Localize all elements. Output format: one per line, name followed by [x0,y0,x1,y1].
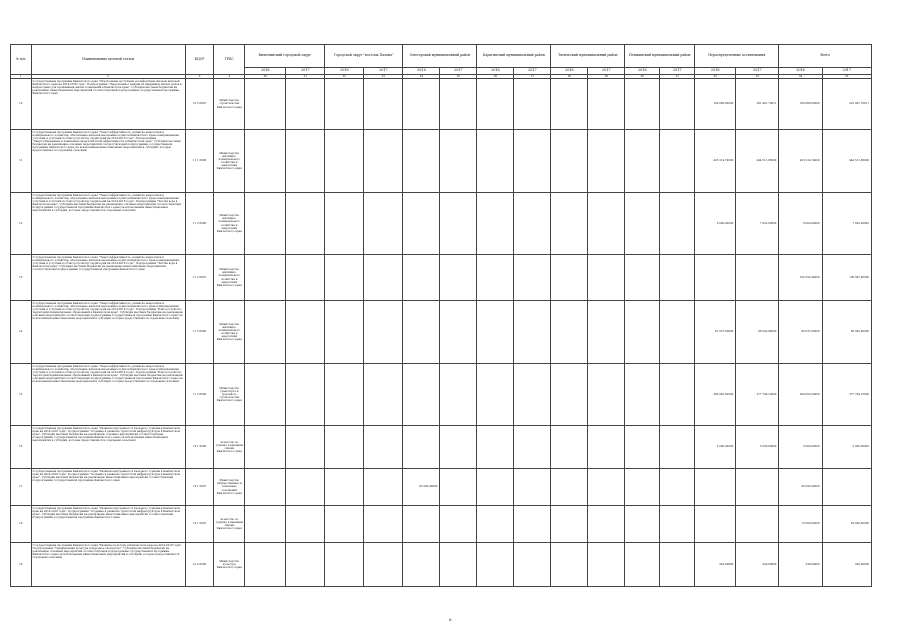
district-value [364,130,403,193]
year-2016: 2016 [477,68,514,75]
table-row [11,130,872,193]
district-value [514,543,551,587]
district-value [325,79,364,130]
district-value [477,543,514,587]
row-grbs: Агентство по туризму и внешним связям Камчатского края [214,426,245,469]
row-kcsr: 10 5 6007 [185,79,214,130]
district-value [660,79,695,130]
district-value [477,193,514,255]
column-number: 27 [514,75,551,79]
total-2016: 6 000,00000 [779,193,822,255]
district-value [364,364,403,426]
column-number: 35 [822,75,871,79]
district-value [625,79,660,130]
district-value [440,469,477,506]
row-kcsr: 21 4 6006 [185,543,214,587]
total-2017 [822,469,871,506]
unallocated-2016: 423 214,74000 [695,130,736,193]
district-value [325,255,364,301]
district-value [588,426,625,469]
district-value [477,79,514,130]
unallocated-2017: 7 022,00000 [736,193,779,255]
district-value [514,301,551,364]
row-number: 18 [11,506,32,543]
header-district: Олюторский муниципальный район [403,45,477,68]
unallocated-2016: 6 000,00000 [695,193,736,255]
district-value [403,426,440,469]
table-body [11,79,872,587]
district-value [403,193,440,255]
district-value [403,301,440,364]
total-2017: 240,00000 [822,543,871,587]
header-district: Вилючинский городской округ [245,45,325,68]
header-no: № п/п [11,45,32,75]
district-value [514,364,551,426]
district-value [660,364,695,426]
district-value [286,426,325,469]
district-value [245,426,286,469]
header-grbs: ГРБС [214,45,245,75]
row-number: 17 [11,469,32,506]
district-value [625,364,660,426]
row-name: Государственная программа Камчатского края "Развитие внутреннего и въездного туризма в Камчатском крае на 2014-2018 годы". Подпрограмма "Создание и развитие туристской инфраструктуры в Камчатском крае". Субсидии местным бюджетам на реализацию основных мероприятий соответствующей подпрограммы государственной программы Камчатского края (за исключением инвестиционных мероприятий и субсидий, которые предоставляются отдельным сельским) [31,426,185,469]
row-grbs: Агентство по туризму и внешним связям Камчатского края [214,506,245,543]
unallocated-2016: 264 062,00000 [695,364,736,426]
unallocated-2017: 5 000,00000 [736,426,779,469]
district-value [286,130,325,193]
district-value [551,469,588,506]
column-number: 23 [364,75,403,79]
unallocated-2016: 5 000,00000 [695,426,736,469]
unallocated-2016 [695,255,736,301]
district-value [477,469,514,506]
district-value [551,426,588,469]
total-2016: 13 000,00000 [779,506,822,543]
unallocated-2017: 277 794,10000 [736,364,779,426]
district-value [403,543,440,587]
district-value [514,79,551,130]
district-value [551,130,588,193]
total-2017: 291 461,70611 [822,79,871,130]
district-value [625,543,660,587]
district-value [477,255,514,301]
year-2017: 2017 [440,68,477,75]
district-value [245,130,286,193]
row-name: Государственная программа Камчатского края "Развитие культуры в Камчатском крае на 2014-2018 годы". Подпрограмма "Традиционная культура и народное творчество". Субсидии местным бюджетам на реализацию основных мероприятий соответствующей подпрограммы государственной программы Камчатского края (за исключением инвестиционных мероприятий и субсидий, которые предоставляются отдельным сельским) [31,543,185,587]
district-value [660,255,695,301]
district-value [625,301,660,364]
district-value [286,364,325,426]
district-value [588,193,625,255]
total-2016: 190 080,00000 [779,79,822,130]
row-name: Государственная программа Камчатского края "Обеспечение доступным и комфортным жильем жителей Камчатского края на 2014-2018 годы". Подпрограмма "Переселение граждан из аварийных жилых домов и непригодных для проживания жилых помещений в Камчатском крае". Субсидии местным бюджетам на реализацию инвестиционных мероприятий соответствующей подпрограммы государственной программы Камчатского края [31,79,185,130]
year-2017: 2017 [588,68,625,75]
table-row [11,193,872,255]
row-number: 13 [11,255,32,301]
district-value [660,130,695,193]
total-2017: 444 511,86000 [822,130,871,193]
district-value [514,255,551,301]
column-number: 2 [31,75,185,79]
table-row [11,469,872,506]
district-value [440,193,477,255]
district-value [286,506,325,543]
column-number: 32 [695,75,736,79]
row-number: 11 [11,130,32,193]
year-2016: 2016 [403,68,440,75]
district-value [286,543,325,587]
district-value [588,506,625,543]
district-value [514,426,551,469]
district-value [245,543,286,587]
district-value [440,79,477,130]
row-kcsr: 11 1 6006 [185,130,214,193]
total-2017: 5 000,00000 [822,426,871,469]
district-value [625,506,660,543]
district-value [440,426,477,469]
year-2016: 2016 [325,68,364,75]
district-value [325,469,364,506]
total-2017: 100 097,00000 [822,255,871,301]
district-value [660,193,695,255]
district-value [551,255,588,301]
row-number: 14 [11,301,32,364]
district-value [286,79,325,130]
unallocated-2017: 291 461,70611 [736,79,779,130]
district-value [477,130,514,193]
unallocated-2016 [695,506,736,543]
district-value [551,543,588,587]
district-value [477,506,514,543]
district-value [440,364,477,426]
district-value [364,193,403,255]
unallocated-2016: 240,00000 [695,543,736,587]
district-value [551,506,588,543]
district-value [625,469,660,506]
row-grbs: Министерство жилищно-коммунального хозяйства и энергетики Камчатского края [214,193,245,255]
header-kcsr: КЦСР [185,45,214,75]
column-number: 34 [779,75,822,79]
district-value [588,79,625,130]
row-grbs: Министерство транспорта и дорожного строительства Камчатского края [214,364,245,426]
column-number: 4 [214,75,245,79]
column-number: 24 [403,75,440,79]
district-value [325,193,364,255]
column-number: 30 [625,75,660,79]
district-value [245,364,286,426]
column-number: 25 [440,75,477,79]
district-value [660,301,695,364]
district-value [660,506,695,543]
budget-table [10,44,872,587]
header-total: Всего [779,45,872,68]
row-kcsr: 19 1 6007 [185,469,214,506]
district-value [245,506,286,543]
header-district: Городской округ "поселок Палана" [325,45,403,68]
district-value [403,130,440,193]
district-value [286,193,325,255]
row-grbs: Министерство жилищно-коммунального хозяйства и энергетики Камчатского края [214,255,245,301]
district-value [588,130,625,193]
row-grbs: Министерство культуры Камчатского края [214,543,245,587]
unallocated-2017 [736,469,779,506]
unallocated-2016: 190 080,00000 [695,79,736,130]
district-value [325,426,364,469]
table-row [11,543,872,587]
district-value [514,506,551,543]
district-value [286,301,325,364]
unallocated-2017: 240,00000 [736,543,779,587]
district-value [245,193,286,255]
district-value [403,79,440,130]
table-row [11,301,872,364]
total-2016: 69 592,90000 [779,469,822,506]
total-2016: 264 062,00000 [779,364,822,426]
page-number: 6 [449,617,452,622]
header-row [11,45,872,68]
district-value [625,255,660,301]
district-value [625,426,660,469]
row-grbs: Министерство жилищно-коммунального хозяйства и энергетики Камчатского края [214,301,245,364]
district-value [477,301,514,364]
district-value [660,426,695,469]
district-value [403,255,440,301]
district-value [588,469,625,506]
row-name: Государственная программа Камчатского края "Энергоэффективность, развитие энергетики и коммунального хозяйства, обеспечение жителей населенных пунктов Камчатского края коммунальными услугами и услугами по благоустройству территорий на 2014-2018 годы". Подпрограмма "Чистая вода в Камчатском крае". Субсидии местным бюджетам на реализацию инвестиционных мероприятий соответствующей подпрограммы государственной программы Камчатского края [31,255,185,301]
district-value [364,79,403,130]
district-value [245,301,286,364]
district-value [588,543,625,587]
column-number: 33 [736,75,779,79]
header-name: Наименование целевой статьи [31,45,185,75]
district-value [588,364,625,426]
row-grbs: Министерство имущественных и земельных отношений Камчатского края [214,469,245,506]
district-value [245,469,286,506]
year-2017: 2017 [822,68,871,75]
row-kcsr: 11 2 6007 [185,255,214,301]
unallocated-2016 [695,469,736,506]
district-value [625,130,660,193]
district-value [364,255,403,301]
district-value [660,543,695,587]
year-2016: 2016 [625,68,660,75]
total-2017: 29 000,00000 [822,506,871,543]
district-value [440,543,477,587]
year-2017: 2017 [736,68,779,75]
unallocated-2017: 444 511,86000 [736,130,779,193]
row-number: 19 [11,543,32,587]
district-value [364,506,403,543]
table-row [11,364,872,426]
row-name: Государственная программа Камчатского края "Развитие внутреннего и въездного туризма в Камчатском крае на 2014-2018 годы". Подпрограмма "Создание и развитие туристской инфраструктуры в Камчатском крае". Субсидии местным бюджетам на реализацию инвестиционных мероприятий соответствующей подпрограммы государственной программы Камчатского края [31,506,185,543]
table-row [11,79,872,130]
unallocated-2016: 81 037,60000 [695,301,736,364]
district-value [588,255,625,301]
district-value [403,364,440,426]
district-value [514,193,551,255]
district-value [325,364,364,426]
row-kcsr: 11 5 6006 [185,301,214,364]
district-value [325,543,364,587]
district-value [286,469,325,506]
row-grbs: Министерство строительства Камчатского края [214,79,245,130]
year-2016: 2016 [695,68,736,75]
row-kcsr: 19 1 6007 [185,506,214,543]
district-value [514,130,551,193]
district-value [364,543,403,587]
district-value: 63 592,90000 [403,469,440,506]
column-number: 1 [11,75,32,79]
district-value [245,255,286,301]
district-value [325,301,364,364]
row-number: 10 [11,79,32,130]
district-value [286,255,325,301]
total-2016: 86 037,60000 [779,301,822,364]
row-number: 16 [11,426,32,469]
year-2016: 2016 [551,68,588,75]
district-value [440,130,477,193]
budget-table-page [10,44,872,587]
table-row [11,255,872,301]
district-value [245,79,286,130]
district-value [588,301,625,364]
header-district: Карагинский муниципальный район [477,45,551,68]
table-row [11,506,872,543]
district-value [364,301,403,364]
year-2017: 2017 [364,68,403,75]
total-2017: 277 794,10000 [822,364,871,426]
district-value [551,301,588,364]
total-2016: 100 292,40000 [779,255,822,301]
year-2016: 2016 [779,68,822,75]
header-unallocated: Нераспределенные ассигнования [695,45,779,68]
total-2016: 240,00000 [779,543,822,587]
district-value [625,193,660,255]
district-value [477,364,514,426]
row-name: Государственная программа Камчатского края "Энергоэффективность, развитие энергетики и коммунального хозяйства, обеспечение жителей населенных пунктов Камчатского края коммунальными услугами и услугами по благоустройству территорий на 2014-2018 годы". Подпрограмма "Благоустройство территорий муниципальных образований в Камчатском крае". Субсидии местным бюджетам на реализацию основных мероприятий соответствующей подпрограммы государственной программы Камчатского края (за исключением инвестиционных мероприятий и субсидий, которые предоставляются отдельным сельским) [31,364,185,426]
district-value [551,193,588,255]
column-number: 29 [588,75,625,79]
row-name: Государственная программа Камчатского края "Энергоэффективность, развитие энергетики и коммунального хозяйства, обеспечение жителей населенных пунктов Камчатского края коммунальными услугами и услугами по благоустройству территорий на 2014-2018 годы". Подпрограмма "Благоустройство территорий муниципальных образований в Камчатском крае". Субсидии местным бюджетам на реализацию основных мероприятий соответствующей подпрограммы государственной программы Камчатского края (за исключением инвестиционных мероприятий и субсидий, которые предоставляются отдельным сельским) [31,301,185,364]
district-value [403,506,440,543]
row-kcsr: 11 5 6006 [185,364,214,426]
district-value [514,469,551,506]
table-row [11,426,872,469]
header-district: Пенжинский муниципальный район [625,45,695,68]
column-number: 21 [286,75,325,79]
unallocated-2017 [736,255,779,301]
year-2017: 2017 [660,68,695,75]
column-number: 31 [660,75,695,79]
row-number: 12 [11,193,32,255]
district-value [660,469,695,506]
total-2016: 5 000,00000 [779,426,822,469]
district-value [477,426,514,469]
district-value [551,79,588,130]
column-number: 3 [185,75,214,79]
district-value [440,301,477,364]
column-number: 26 [477,75,514,79]
year-2016: 2016 [245,68,286,75]
header-district: Тигильский муниципальный район [551,45,625,68]
district-value [325,130,364,193]
row-name: Государственная программа Камчатского края "Энергоэффективность, развитие энергетики и коммунального хозяйства, обеспечение жителей населенных пунктов Камчатского края коммунальными услугами и услугами по благоустройству территорий на 2014-2018 годы". Подпрограмма "Чистая вода в Камчатском крае". Субсидии местным бюджетам на реализацию основных мероприятий соответствующей подпрограммы государственной программы Камчатского края (за исключением инвестиционных мероприятий и субсидий, которые предоставляются отдельным сельским) [31,193,185,255]
district-value [364,469,403,506]
row-number: 15 [11,364,32,426]
row-kcsr: 11 2 6006 [185,193,214,255]
column-number: 20 [245,75,286,79]
district-value [440,506,477,543]
row-kcsr: 19 1 6006 [185,426,214,469]
unallocated-2017 [736,506,779,543]
row-name: Государственная программа Камчатского края "Энергоэффективность, развитие энергетики и коммунального хозяйства, обеспечение жителей населенных пунктов Камчатского края коммунальными услугами и услугами по благоустройству территорий на 2014-2018 годы". Подпрограмма "Энергосбережение и повышение энергетической эффективности в Камчатском крае". Субсидии местным бюджетам на реализацию основных мероприятий соответствующей подпрограммы государственной программы Камчатского края (за исключением инвестиционных мероприятий и субсидий, которые предоставляются отдельным сельским) [31,130,185,193]
unallocated-2017: 86 092,96000 [736,301,779,364]
district-value [325,506,364,543]
district-value [551,364,588,426]
total-2017: 7 022,00000 [822,193,871,255]
district-value [364,426,403,469]
row-name: Государственная программа Камчатского края "Развитие внутреннего и въездного туризма в Камчатском крае на 2014-2018 годы". Подпрограмма "Создание и развитие туристской инфраструктуры в Камчатском крае". Субсидии местным бюджетам на реализацию инвестиционных мероприятий соответствующей подпрограммы государственной программы Камчатского края [31,469,185,506]
total-2017: 86 092,96000 [822,301,871,364]
year-2017: 2017 [514,68,551,75]
year-2017: 2017 [286,68,325,75]
row-grbs: Министерство жилищно-коммунального хозяйства и энергетики Камчатского края [214,130,245,193]
column-number: 22 [325,75,364,79]
district-value [440,255,477,301]
total-2016: 423 214,74000 [779,130,822,193]
column-number: 28 [551,75,588,79]
